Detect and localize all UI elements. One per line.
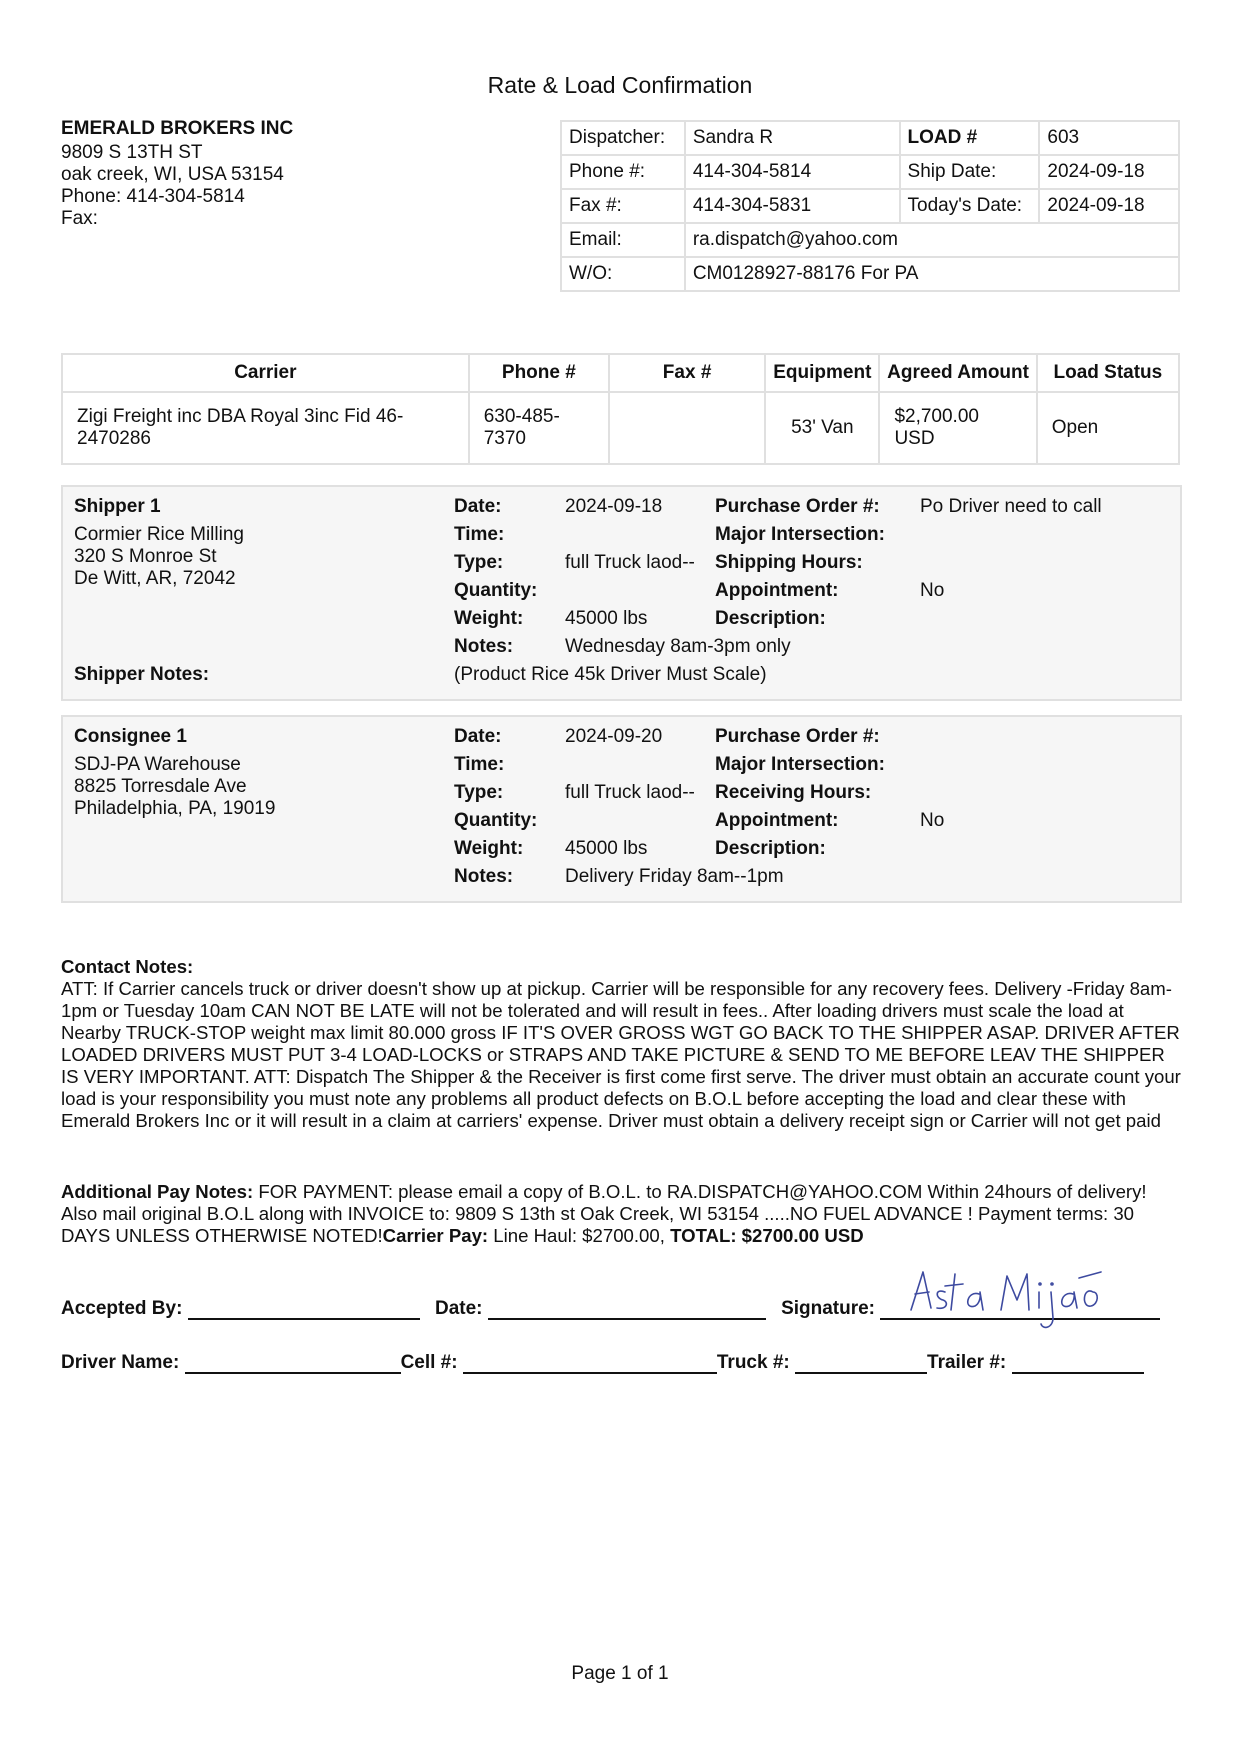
shipper-section	[61, 485, 1182, 701]
shipper-weight-label: Weight:	[454, 608, 524, 629]
consignee-date-label: Date:	[454, 726, 502, 747]
load-status-header: Load Status	[1037, 354, 1179, 392]
consignee-notes-value: Delivery Friday 8am--1pm	[565, 866, 784, 887]
accepted-by-line[interactable]	[188, 1298, 420, 1320]
consignee-type-value: full Truck laod--	[565, 782, 695, 803]
shipper-heading: Shipper 1	[74, 496, 161, 517]
shipper-weight-value: 45000 lbs	[565, 608, 648, 629]
dispatch-fax-label: Fax #:	[561, 189, 685, 223]
shipper-quantity-label: Quantity:	[454, 580, 538, 601]
driver-name-label: Driver Name:	[61, 1352, 180, 1373]
consignee-time-label: Time:	[454, 754, 505, 775]
shipper-notes-label: Notes:	[454, 636, 514, 657]
shipper-time-label: Time:	[454, 524, 505, 545]
cell-line[interactable]	[463, 1352, 717, 1374]
shipper-notes-value: Wednesday 8am-3pm only	[565, 636, 791, 657]
shipping-hours-label: Shipping Hours:	[715, 552, 863, 573]
contact-notes	[61, 956, 1181, 1132]
broker-phone: Phone: 414-304-5814	[61, 186, 245, 207]
broker-address-line2: oak creek, WI, USA 53154	[61, 164, 284, 185]
consignee-appointment-value: No	[920, 810, 945, 831]
consignee-date-value: 2024-09-20	[565, 726, 663, 747]
trailer-line[interactable]	[1012, 1352, 1144, 1374]
total-amount: TOTAL: $2700.00 USD	[670, 1225, 864, 1246]
consignee-description-label: Description:	[715, 838, 826, 859]
todays-date-label: Today's Date:	[900, 189, 1040, 223]
additional-pay-notes	[61, 1181, 1181, 1247]
dispatch-phone-label: Phone #:	[561, 155, 685, 189]
carrier-fax-cell	[609, 392, 765, 464]
dispatch-phone-value: 414-304-5814	[685, 155, 900, 189]
shipper-address-line1: 320 S Monroe St	[74, 546, 217, 567]
email-label: Email:	[561, 223, 685, 257]
work-order-label: W/O:	[561, 257, 685, 291]
agreed-amount-header: Agreed Amount	[879, 354, 1036, 392]
dispatch-fax-value: 414-304-5831	[685, 189, 900, 223]
consignee-address-line1: 8825 Torresdale Ave	[74, 776, 247, 797]
shipper-description-label: Description:	[715, 608, 826, 629]
consignee-name: SDJ-PA Warehouse	[74, 754, 241, 775]
consignee-intersection-label: Major Intersection:	[715, 754, 885, 775]
trailer-label: Trailer #:	[927, 1352, 1007, 1373]
consignee-heading: Consignee 1	[74, 726, 187, 747]
consignee-quantity-label: Quantity:	[454, 810, 538, 831]
acceptance-date-label: Date:	[434, 1298, 483, 1319]
page-number: Page 1 of 1	[571, 1663, 669, 1684]
todays-date-value: 2024-09-18	[1039, 189, 1179, 223]
carrier-header: Carrier	[62, 354, 469, 392]
carrier-phone-cell: 630-485-7370	[469, 392, 609, 464]
shipper-appointment-value: No	[920, 580, 945, 601]
truck-label: Truck #:	[716, 1352, 790, 1373]
shipper-date-label: Date:	[454, 496, 502, 517]
phone-header: Phone #	[469, 354, 609, 392]
dispatcher-value: Sandra R	[685, 121, 900, 155]
equipment-cell: 53' Van	[765, 392, 879, 464]
pay-notes-text: FOR PAYMENT: please email a copy of B.O.L. to RA.DISPATCH@YAHOO.COM Within 24hours of delivery! Also mail original B.O.L along with INVOICE to: 9809 S 13th st Oak Creek, WI 53154 .....NO FUEL ADVANCE ! Payment terms: 30 DAYS UNLESS OTHERWISE NOTED!	[61, 1181, 1147, 1246]
acceptance-date-line[interactable]	[488, 1298, 766, 1320]
line-haul: Line Haul: $2700.00,	[493, 1225, 665, 1246]
shipper-type-label: Type:	[454, 552, 504, 573]
dispatch-table	[560, 120, 1180, 292]
cell-label: Cell #:	[400, 1352, 458, 1373]
consignee-weight-label: Weight:	[454, 838, 524, 859]
broker-info	[61, 118, 293, 230]
signature-label: Signature:	[781, 1298, 876, 1319]
shipper-po-value: Po Driver need to call	[920, 496, 1102, 517]
consignee-notes-label: Notes:	[454, 866, 514, 887]
broker-address-line1: 9809 S 13TH ST	[61, 142, 203, 163]
carrier-pay-label: Carrier Pay:	[382, 1225, 489, 1246]
carrier-row	[62, 392, 1179, 464]
ship-date-label: Ship Date:	[900, 155, 1040, 189]
consignee-type-label: Type:	[454, 782, 504, 803]
equipment-header: Equipment	[765, 354, 879, 392]
consignee-weight-value: 45000 lbs	[565, 838, 648, 859]
pay-notes-label: Additional Pay Notes:	[61, 1181, 254, 1202]
driver-row	[61, 1352, 1181, 1374]
load-status-cell: Open	[1037, 392, 1179, 464]
email-value: ra.dispatch@yahoo.com	[685, 223, 1179, 257]
shipper-appointment-label: Appointment:	[715, 580, 839, 601]
contact-notes-text: ATT: If Carrier cancels truck or driver doesn't show up at pickup. Carrier will be responsible for any recovery fees. Delivery -Friday 8am-1pm or Tuesday 10am CAN NOT BE LATE will not be tolerated and will result in fees.. After loading drivers must scale the load at Nearby TRUCK-STOP weight max limit 80.000 gross IF IT'S OVER GROSS WGT GO BACK TO THE SHIPPER ASAP. DRIVER AFTER LOADED DRIVERS MUST PUT 3-4 LOAD-LOCKS or STRAPS AND TAKE PICTURE & SEND TO ME BEFORE LEAV THE SHIPPER IS VERY IMPORTANT. ATT: Dispatch The Shipper & the Receiver is first come first serve. The driver must obtain an accurate count your load is your responsibility you must note any problems all product defects on B.O.L before accepting the load and clear these with Emerald Brokers Inc or it will result in a claim at carriers' expense. Driver must obtain a delivery receipt sign or Carrier will not get paid	[61, 978, 1181, 1131]
load-number-label: LOAD #	[900, 121, 1040, 155]
shipper-address-line2: De Witt, AR, 72042	[74, 568, 236, 589]
fax-header: Fax #	[609, 354, 765, 392]
driver-name-line[interactable]	[185, 1352, 401, 1374]
signature-image	[905, 1268, 1105, 1338]
load-number-value: 603	[1039, 121, 1179, 155]
truck-line[interactable]	[795, 1352, 927, 1374]
shipper-notes-text: (Product Rice 45k Driver Must Scale)	[454, 664, 767, 685]
shipper-date-value: 2024-09-18	[565, 496, 663, 517]
broker-name: EMERALD BROKERS INC	[61, 118, 294, 139]
shipper-po-label: Purchase Order #:	[715, 496, 880, 517]
contact-notes-label: Contact Notes:	[61, 956, 194, 977]
consignee-appointment-label: Appointment:	[715, 810, 839, 831]
receiving-hours-label: Receiving Hours:	[715, 782, 872, 803]
ship-date-value: 2024-09-18	[1039, 155, 1179, 189]
shipper-type-value: full Truck laod--	[565, 552, 695, 573]
agreed-amount-cell: $2,700.00 USD	[879, 392, 1036, 464]
dispatcher-label: Dispatcher:	[561, 121, 685, 155]
carrier-name-cell: Zigi Freight inc DBA Royal 3inc Fid 46-2470286	[62, 392, 469, 464]
handwritten-signature	[905, 1268, 1105, 1343]
consignee-address-line2: Philadelphia, PA, 19019	[74, 798, 276, 819]
shipper-intersection-label: Major Intersection:	[715, 524, 885, 545]
document-title: Rate & Load Confirmation	[487, 72, 753, 98]
consignee-po-label: Purchase Order #:	[715, 726, 880, 747]
accepted-by-label: Accepted By:	[61, 1298, 183, 1319]
shipper-name: Cormier Rice Milling	[74, 524, 244, 545]
broker-fax: Fax:	[61, 208, 98, 229]
carrier-table	[61, 353, 1180, 465]
consignee-section	[61, 715, 1182, 903]
shipper-notes-heading: Shipper Notes:	[74, 664, 210, 685]
work-order-value: CM0128927-88176 For PA	[685, 257, 1179, 291]
